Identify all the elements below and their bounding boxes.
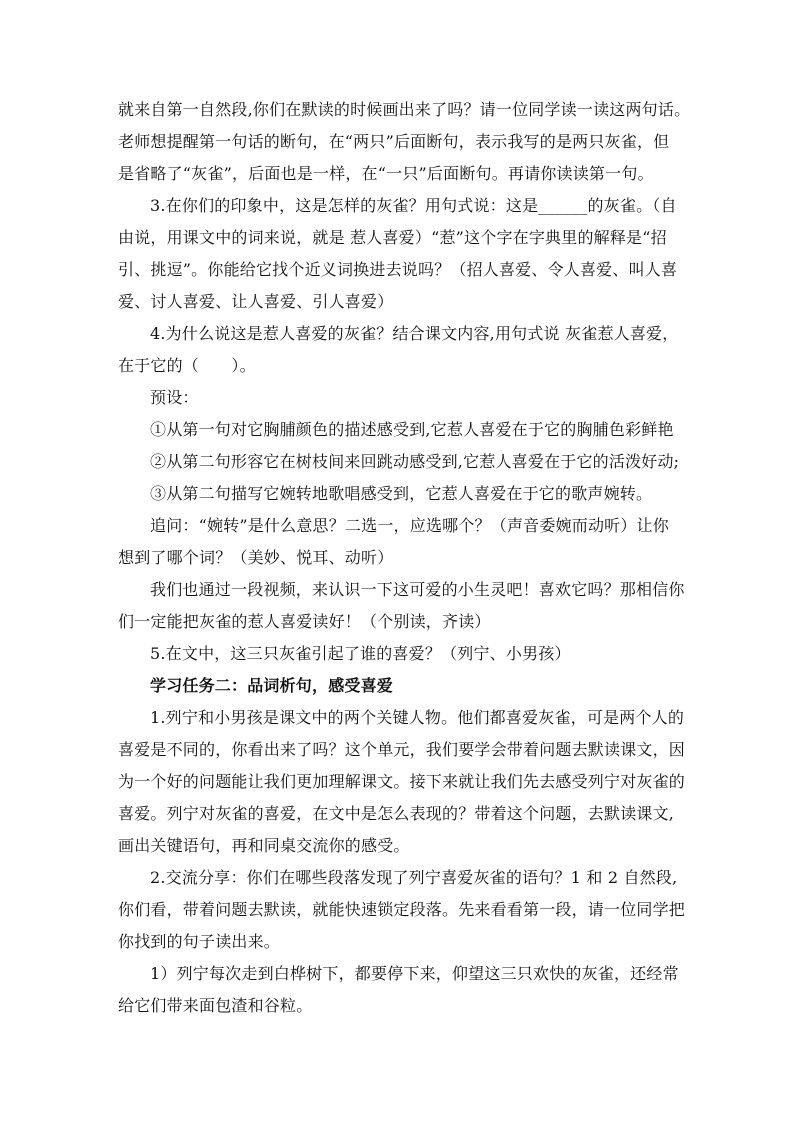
paragraph-line: 引、挑逗”。你能给它找个近义词换进去说吗？（招人喜爱、令人喜爱、叫人喜 [118,260,678,279]
video-paragraph-line: 我们也通过一段视频，来认识一下这可爱的小生灵吧！喜欢它吗？那相信你 [150,580,685,599]
paragraph-line: 你找到的句子读出来。 [118,932,281,951]
task-2-line: 2.交流分享：你们在哪些段落发现了列宁喜爱灰雀的语句？1 和 2 自然段, [150,868,678,887]
section-heading: 学习任务二：品词析句，感受喜爱 [150,676,394,695]
paragraph-line: 喜爱。列宁对灰雀的喜爱，在文中是怎么表现的？带着这个问题，去默读课文, [118,804,675,823]
paragraph-line: 想到了哪个词？（美妙、悦耳、动听） [118,548,394,567]
paragraph-line: 老师想提醒第一句话的断句，在“两只”后面断句，表示我写的是两只灰雀，但 [118,132,670,151]
paragraph-line: 给它们带来面包渣和谷粒。 [118,996,313,1015]
preset-item-2: ②从第二句形容它在树枝间来回跳动感受到,它惹人喜爱在于它的活泼好动; [150,452,680,471]
task-1-line: 1.列宁和小男孩是课文中的两个关键人物。他们都喜爱灰雀，可是两个人的 [150,708,685,727]
paragraph-line: 们一定能把灰雀的惹人喜爱读好！（个别读，齐读） [118,612,491,631]
paragraph-line: 喜爱是不同的，你看出来了吗？这个单元，我们要学会带着问题去默读课文，因 [118,740,686,759]
follow-up-question: 追问：“婉转”是什么意思？二选一，应选哪个？（声音委婉而动听）让你 [150,516,669,535]
preset-item-3: ③从第二句描写它婉转地歌唱感受到，它惹人喜爱在于它的歌声婉转。 [150,484,653,503]
question-4-line: 4.为什么说这是惹人喜爱的灰雀？结合课文内容,用句式说 灰雀惹人喜爱， [150,324,679,343]
question-5-line: 5.在文中，这三只灰雀引起了谁的喜爱？（列宁、小男孩） [150,644,571,663]
paragraph-line: 为一个好的问题能让我们更加理解课文。接下来就让我们先去感受列宁对灰雀的 [118,772,686,791]
paragraph-line: 由说，用课文中的词来说，就是 惹人喜爱）“惹”这个字在字典里的解释是“招 [118,228,667,247]
quote-line: 1）列宁每次走到白桦树下，都要停下来，仰望这三只欢快的灰雀，还经常 [150,964,679,983]
paragraph-line: 你们看，带着问题去默读，就能快速锁定段落。先来看看第一段，请一位同学把 [118,900,686,919]
paragraph-line: 爱、讨人喜爱、让人喜爱、引人喜爱） [118,292,394,311]
paragraph-line: 在于它的（ ）。 [118,356,256,375]
preset-label: 预设： [150,388,199,407]
paragraph-line: 是省略了“灰雀”，后面也是一样，在“一只”后面断句。再请你读读第一句。 [118,164,654,183]
preset-item-1: ①从第一句对它胸脯颜色的描述感受到,它惹人喜爱在于它的胸脯色彩鲜艳 [150,420,674,439]
paragraph-line: 就来自第一自然段,你们在默读的时候画出来了吗？请一位同学读一读这两句话。 [118,100,691,119]
paragraph-line: 画出关键语句，再和同桌交流你的感受。 [118,836,410,855]
question-3-line: 3.在你们的印象中，这是怎样的灰雀？用句式说：这是______的灰雀。（自 [150,196,677,215]
